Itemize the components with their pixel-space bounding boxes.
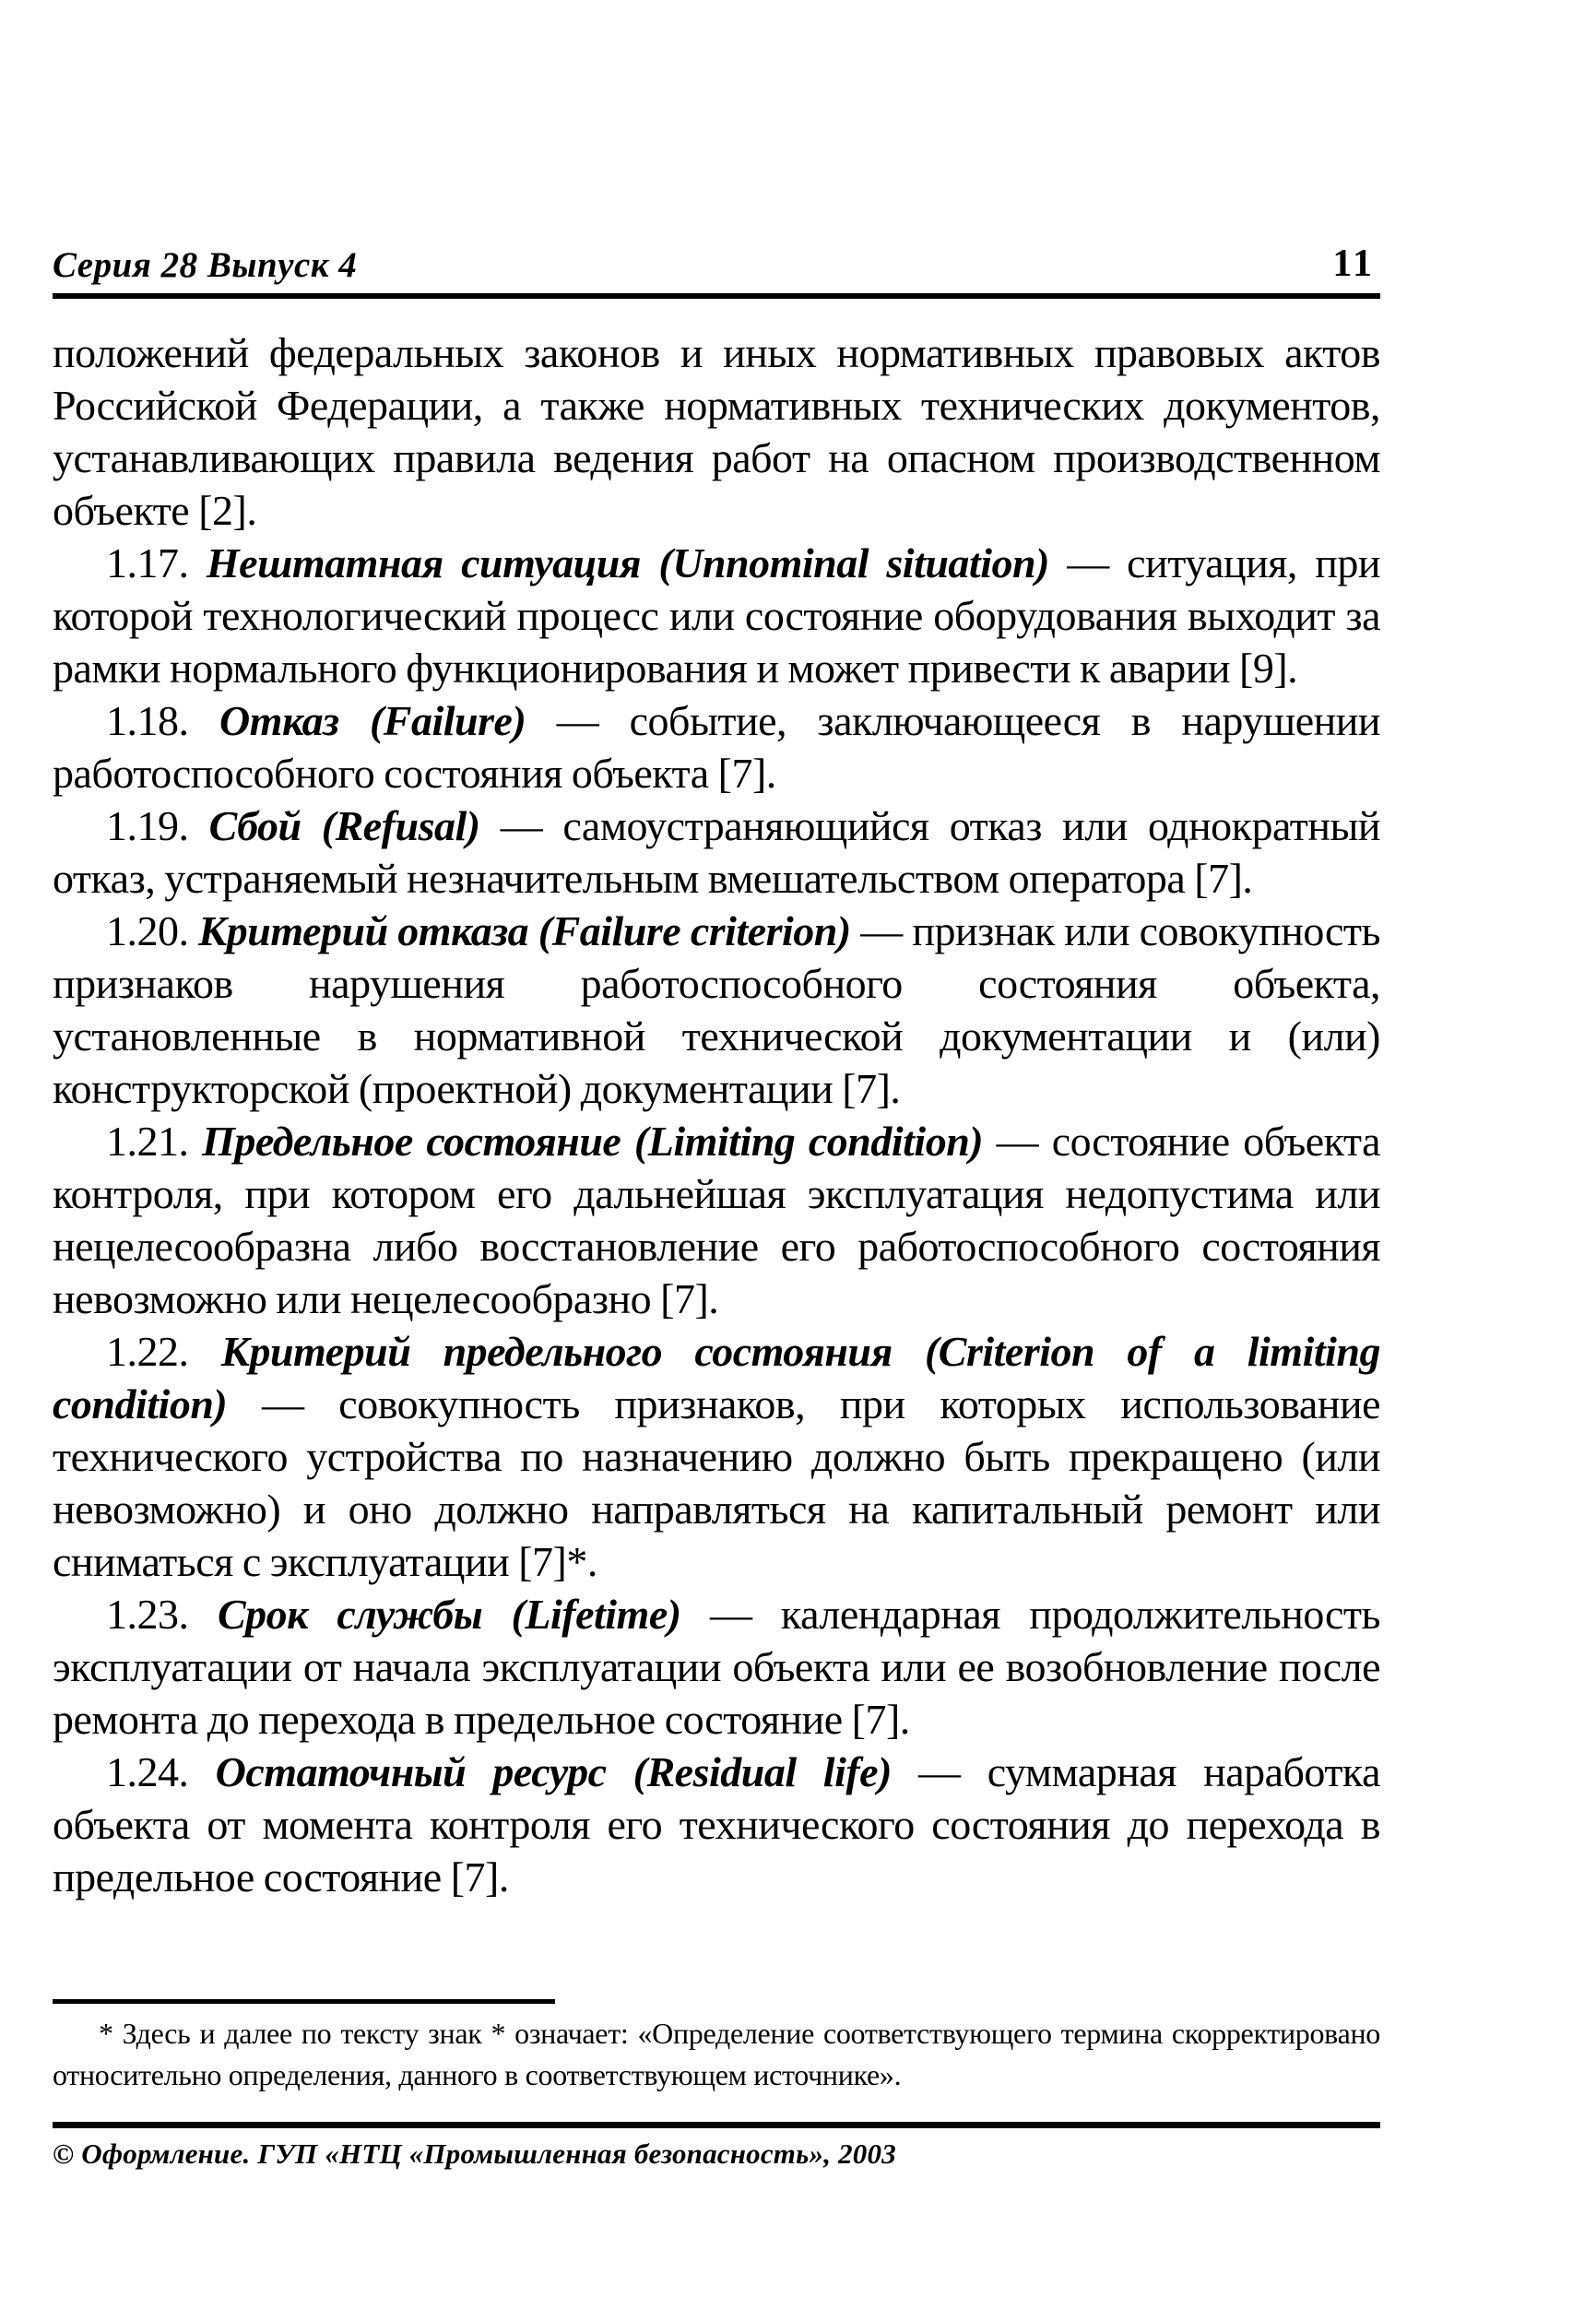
definition-number: 1.22. [106,1328,221,1375]
definition-text: — календарная продолжительность эксплуатации от начала эксплуатации объекта или ее возобновление после ремонта до перехода в предельное состояние [7]. [53,1591,1380,1743]
definition-term: Нештатная ситуация (Unnominal situation) [206,539,1049,586]
definition-1-20 [53,905,1380,1115]
paragraph-text: положений федеральных законов и иных нормативных правовых актов Российской Федерации, а также нормативных технических документов, устанавливающих правила ведения работ на опасном производственном объекте [2]. [53,329,1380,534]
footnote-text: * Здесь и далее по тексту знак * означает: «Определение соответствующего термина скорректировано относительно определения, данного в соответствующем источнике». [53,2017,1380,2091]
definition-1-17 [53,537,1380,694]
definition-1-24 [53,1746,1380,1903]
definition-text: — ситуация, при которой технологический процесс или состояние оборудования выходит за рамки нормального функционирования и может привести к аварии [9]. [53,539,1381,692]
page-number: 11 [1332,243,1375,285]
definition-number: 1.17. [106,539,207,586]
definition-text: — суммарная наработка объекта от момента контроля его технического состояния до перехода в предельное состояние [7]. [53,1748,1380,1900]
page-content [53,242,1380,1903]
definition-1-22 [53,1325,1380,1588]
definition-number: 1.20. [106,907,199,954]
definition-number: 1.24. [106,1748,216,1795]
definition-term: Срок службы (Lifetime) [217,1591,681,1638]
body-text [53,326,1380,1903]
definition-term: Предельное состояние (Limiting condition) [202,1118,984,1165]
definition-term: Остаточный ресурс (Residual life) [215,1748,892,1795]
running-header [53,242,1380,299]
paragraph-continuation [53,326,1380,537]
definition-text: — совокупность признаков, при которых использование технического устройства по назначению должно быть прекращено (или невозможно) и оно должно направляться на капитальный ремонт или сниматься с эксплуатации [7]*. [53,1380,1380,1585]
definition-number: 1.23. [106,1591,218,1638]
definition-number: 1.19. [106,802,209,849]
definition-text: — состояние объекта контроля, при котором его дальнейшая эксплуатация недопустима или нецелесообразна либо восстановление его работоспособного состояния невозможно или нецелесообразно [7]. [53,1118,1380,1322]
definition-term: Критерий отказа (Failure criterion) [198,907,851,954]
copyright-line: © Оформление. ГУП «НТЦ «Промышленная безопасность», 2003 [53,2137,896,2170]
definition-1-21 [53,1115,1380,1325]
definition-text: — событие, заключающееся в нарушении работоспособного состояния объекта [7]. [53,697,1380,797]
definition-number: 1.18. [106,697,219,744]
running-title: Серия 28 Выпуск 4 [53,245,358,285]
definition-text: — признак или совокупность признаков нарушения работоспособного состояния объекта, установленные в нормативной технической документации и (или) конструкторской (проектной) документации [7]. [53,907,1380,1112]
definition-1-18 [53,694,1380,799]
definition-term: Отказ (Failure) [219,697,526,744]
footer-separator [53,2122,1380,2128]
definition-text: — самоустраняющийся отказ или однократный отказ, устраняемый незначительным вмешательством оператора [7]. [53,802,1381,902]
definition-term: Критерий предельного состояния (Criterion of a limiting condition) [53,1328,1380,1427]
definition-1-23 [53,1588,1380,1746]
footnote-separator [53,1999,555,2004]
definition-term: Сбой (Refusal) [208,802,480,849]
definition-1-19 [53,799,1380,905]
page-bottom [53,1999,1380,2171]
definition-number: 1.21. [106,1118,203,1165]
